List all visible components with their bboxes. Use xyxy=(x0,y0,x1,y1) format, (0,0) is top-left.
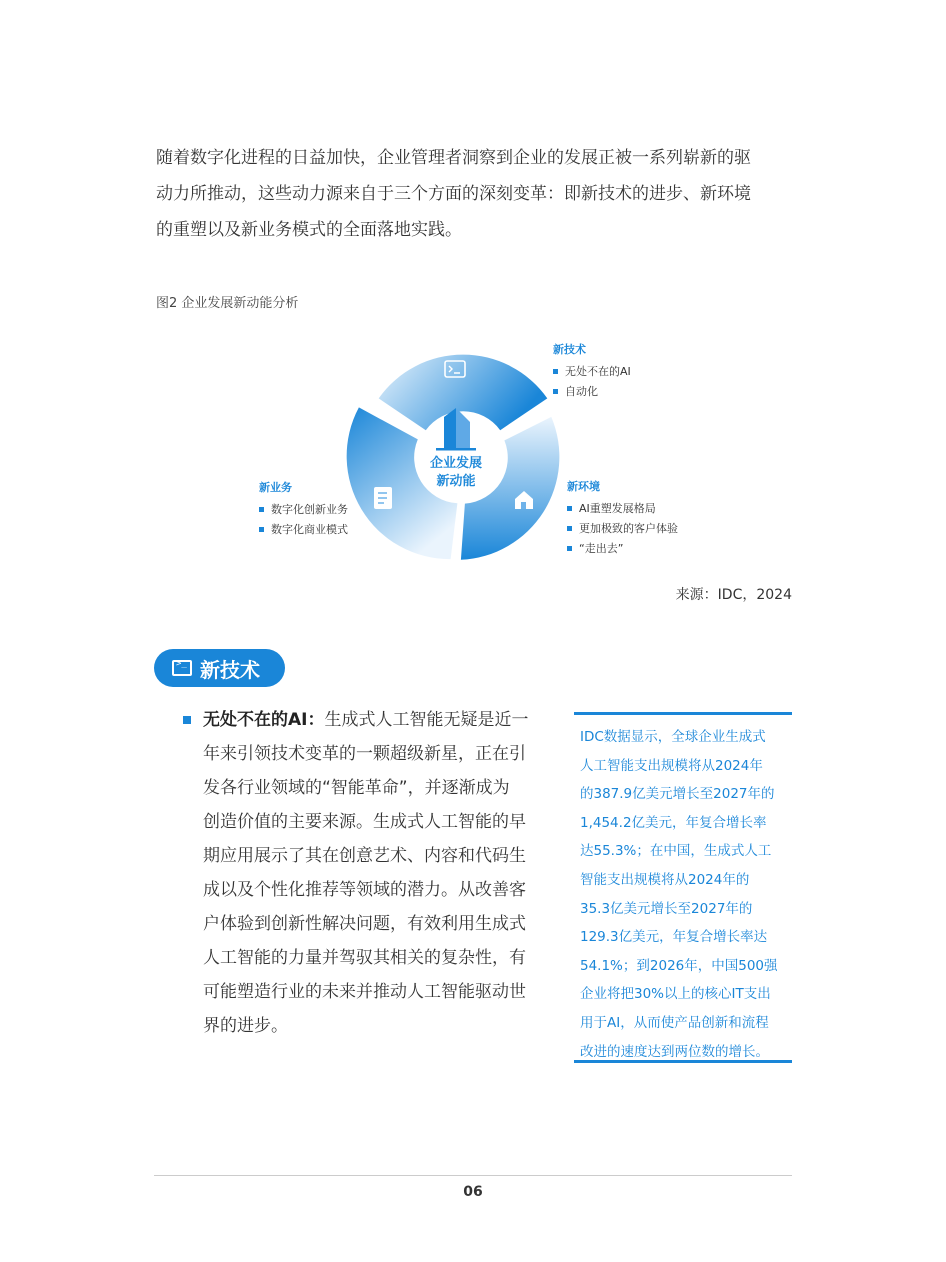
sidebox-line: IDC数据显示，全球企业生成式 xyxy=(580,729,766,745)
footer-divider xyxy=(154,1175,792,1176)
section-heading-label: 新技术 xyxy=(200,657,260,682)
legend-item-text: “走出去” xyxy=(579,542,624,555)
legend-heading: 新业务 xyxy=(259,481,292,494)
sidebox-line: 改进的速度达到两位数的增长。 xyxy=(580,1043,769,1060)
legend-new-environment xyxy=(567,478,678,558)
legend-item xyxy=(567,518,678,538)
driver-diagram xyxy=(250,335,720,575)
center-title-line: 新动能 xyxy=(436,474,476,489)
sidebox-line: 129.3亿美元，年复合增长率达 xyxy=(580,929,768,946)
legend-item-text: AI重塑发展格局 xyxy=(579,502,656,515)
legend-new-business xyxy=(259,479,348,539)
body-paragraph xyxy=(203,703,563,1043)
figure-caption: 图2 企业发展新动能分析 xyxy=(156,296,299,311)
legend-item xyxy=(553,361,631,381)
section-heading-pill xyxy=(154,649,285,687)
body-heading: 无处不在的AI： xyxy=(203,710,325,730)
body-line: 期应用展示了其在创意艺术、内容和代码生 xyxy=(203,846,526,866)
bullet-square-icon xyxy=(567,546,572,551)
bullet-square-icon xyxy=(553,389,558,394)
sidebox-line: 用于AI，从而使产品创新和流程 xyxy=(580,1014,769,1031)
legend-item xyxy=(259,519,348,539)
page-number: 06 xyxy=(463,1184,483,1200)
legend-heading: 新技术 xyxy=(553,343,586,356)
intro-line: 的重塑以及新业务模式的全面落地实践。 xyxy=(156,220,462,240)
bullet-square-icon xyxy=(553,369,558,374)
body-line: 户体验到创新性解决问题，有效利用生成式 xyxy=(203,914,526,934)
body-line: 成以及个性化推荐等领域的潜力。从改善客 xyxy=(203,880,526,900)
sidebox-line: 达55.3%；在中国，生成式人工 xyxy=(580,843,772,860)
document-icon xyxy=(374,487,392,509)
bullet-square-icon xyxy=(567,526,572,531)
legend-item-text: 数字化创新业务 xyxy=(271,503,348,516)
legend-item-text: 自动化 xyxy=(565,385,598,398)
legend-item xyxy=(553,381,631,401)
bullet-square-icon xyxy=(183,716,191,724)
sidebox-line: 人工智能支出规模将从2024年 xyxy=(580,757,763,774)
sidebox-line: 1,454.2亿美元，年复合增长率 xyxy=(580,814,767,831)
legend-item xyxy=(259,499,348,519)
center-title-line: 企业发展 xyxy=(429,456,482,471)
legend-item xyxy=(567,538,678,558)
figure-source: 来源：IDC，2024 xyxy=(675,587,792,603)
legend-item-text: 无处不在的AI xyxy=(565,365,631,378)
body-line xyxy=(203,703,563,737)
intro-paragraph xyxy=(156,140,796,248)
body-line: 年来引领技术变革的一颗超级新星，正在引 xyxy=(203,744,526,764)
sidebox-line: 54.1%；到2026年，中国500强 xyxy=(580,957,778,974)
sidebox-line: 企业将把30%以上的核心IT支出 xyxy=(580,986,771,1003)
sidebox-line: 的387.9亿美元增长至2027年的 xyxy=(580,786,775,803)
sidebox-line: 智能支出规模将从2024年的 xyxy=(580,871,750,888)
body-line: 创造价值的主要来源。生成式人工智能的早 xyxy=(203,812,526,832)
legend-item xyxy=(567,498,678,518)
body-line-text: 生成式人工智能无疑是近一 xyxy=(324,710,529,730)
sidebox-line: 35.3亿美元增长至2027年的 xyxy=(580,900,753,917)
body-line: 人工智能的力量并驾驭其相关的复杂性，有 xyxy=(203,948,526,968)
bullet-square-icon xyxy=(567,506,572,511)
body-line: 可能塑造行业的未来并推动人工智能驱动世 xyxy=(203,982,526,1002)
bullet-square-icon xyxy=(259,527,264,532)
diagram-center-title xyxy=(410,455,502,491)
idc-data-sidebox xyxy=(574,712,792,1063)
body-line: 发各行业领域的“智能革命”，并逐渐成为 xyxy=(203,778,510,798)
body-line: 界的进步。 xyxy=(203,1016,288,1036)
intro-line: 动力所推动，这些动力源来自于三个方面的深刻变革：即新技术的进步、新环境 xyxy=(156,184,751,204)
intro-line: 随着数字化进程的日益加快，企业管理者洞察到企业的发展正被一系列崭新的驱 xyxy=(156,148,751,168)
bullet-square-icon xyxy=(259,507,264,512)
legend-item-text: 数字化商业模式 xyxy=(271,523,348,536)
legend-new-tech xyxy=(553,341,631,401)
legend-heading: 新环境 xyxy=(567,480,600,493)
terminal-icon xyxy=(172,660,192,676)
legend-item-text: 更加极致的客户体验 xyxy=(579,522,678,535)
